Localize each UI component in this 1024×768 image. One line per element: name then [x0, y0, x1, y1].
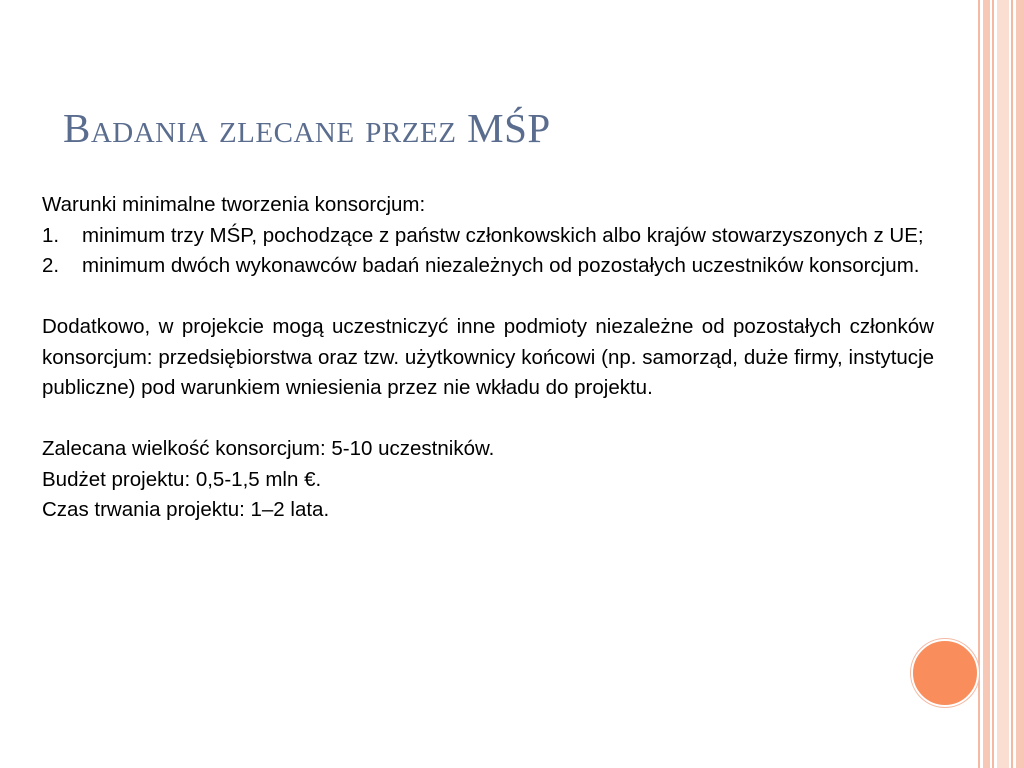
slide-title: Badania zlecane przez MŚP [63, 105, 551, 151]
decorative-stripe [1011, 0, 1013, 768]
conditions-list [42, 221, 934, 282]
intro-text: Warunki minimalne tworzenia konsorcjum: [42, 193, 426, 216]
decorative-circle-icon [911, 639, 979, 707]
decorative-stripe [978, 0, 980, 768]
decorative-stripe [983, 0, 990, 768]
fact-line: Czas trwania projektu: 1–2 lata. [42, 498, 330, 521]
decorative-stripe [992, 0, 994, 768]
list-item [42, 221, 934, 252]
decorative-stripe [1016, 0, 1024, 768]
list-number: 2. [42, 254, 60, 277]
list-item-text: minimum dwóch wykonawców badań niezależnych od pozostałych uczestników konsorcjum. [82, 254, 920, 277]
list-number: 1. [42, 223, 60, 247]
fact-line: Zalecana wielkość konsorcjum: 5-10 uczestników. [42, 437, 495, 460]
slide-body [42, 190, 934, 526]
list-item-text: minimum trzy MŚP, pochodzące z państw członkowskich albo krajów stowarzyszonych z UE; [82, 223, 924, 247]
additional-paragraph: Dodatkowo, w projekcie mogą uczestniczyć inne podmioty niezależne od pozostałych członków konsorcjum: przedsiębiorstwa oraz tzw. użytkownicy końcowi (np. samorząd, duże firmy, instytucje publiczne) pod warunkiem wniesienia przez nie wkładu do projektu. [42, 315, 934, 399]
decorative-stripe [997, 0, 1009, 768]
spacer [42, 404, 934, 435]
spacer [42, 282, 934, 313]
fact-line: Budżet projektu: 0,5-1,5 mln €. [42, 467, 322, 491]
list-item [42, 251, 934, 282]
